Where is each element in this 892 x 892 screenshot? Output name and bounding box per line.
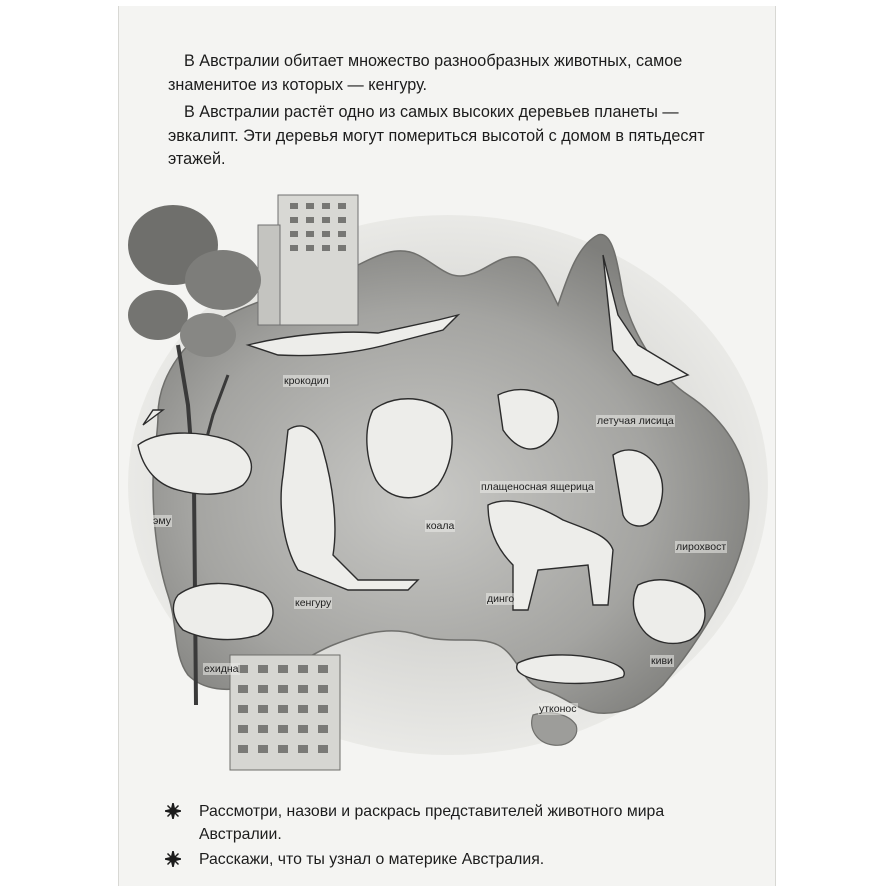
label-dingo: динго	[487, 593, 515, 605]
label-echidna: ехидна	[204, 663, 239, 675]
koala-drawing	[367, 399, 452, 498]
label-lyrebird: лирохвост	[676, 541, 727, 553]
star-bullet-icon	[165, 851, 181, 867]
intro-paragraph-eucalyptus: В Австралии растёт одно из самых высоких деревьев планеты — эвкалипт. Эти деревья могут помериться высотой с домом в пятьдесят этажей.	[168, 103, 705, 169]
label-kangaroo: кенгуру	[295, 597, 332, 609]
star-bullet-icon	[165, 803, 181, 819]
label-frilled-lizard: плащеносная ящерица	[481, 481, 594, 493]
australia-map-drawing	[118, 185, 774, 785]
intro-text	[168, 50, 728, 172]
task-item	[165, 800, 725, 846]
intro-paragraph-animals: В Австралии обитает множество разнообразных животных, самое знаменитое из которых — кенгуру.	[168, 52, 683, 94]
label-emu: эму	[153, 515, 171, 527]
building-bottom-illustration	[230, 655, 340, 770]
label-koala: коала	[426, 520, 455, 532]
task-item	[165, 848, 725, 871]
label-kiwi: киви	[651, 655, 673, 667]
label-flying-fox: летучая лисица	[597, 415, 674, 427]
task-text-tell-about-australia: Расскажи, что ты узнал о материке Австралия.	[199, 851, 545, 868]
task-list	[165, 800, 725, 871]
tall-building-illustration	[258, 195, 358, 325]
label-platypus: утконос	[539, 703, 577, 715]
label-crocodile: крокодил	[284, 375, 329, 387]
task-text-color-animals: Рассмотри, назови и раскрась представителей животного мира Австралии.	[199, 803, 665, 843]
echidna-drawing	[173, 583, 273, 639]
australia-illustration	[118, 185, 774, 785]
